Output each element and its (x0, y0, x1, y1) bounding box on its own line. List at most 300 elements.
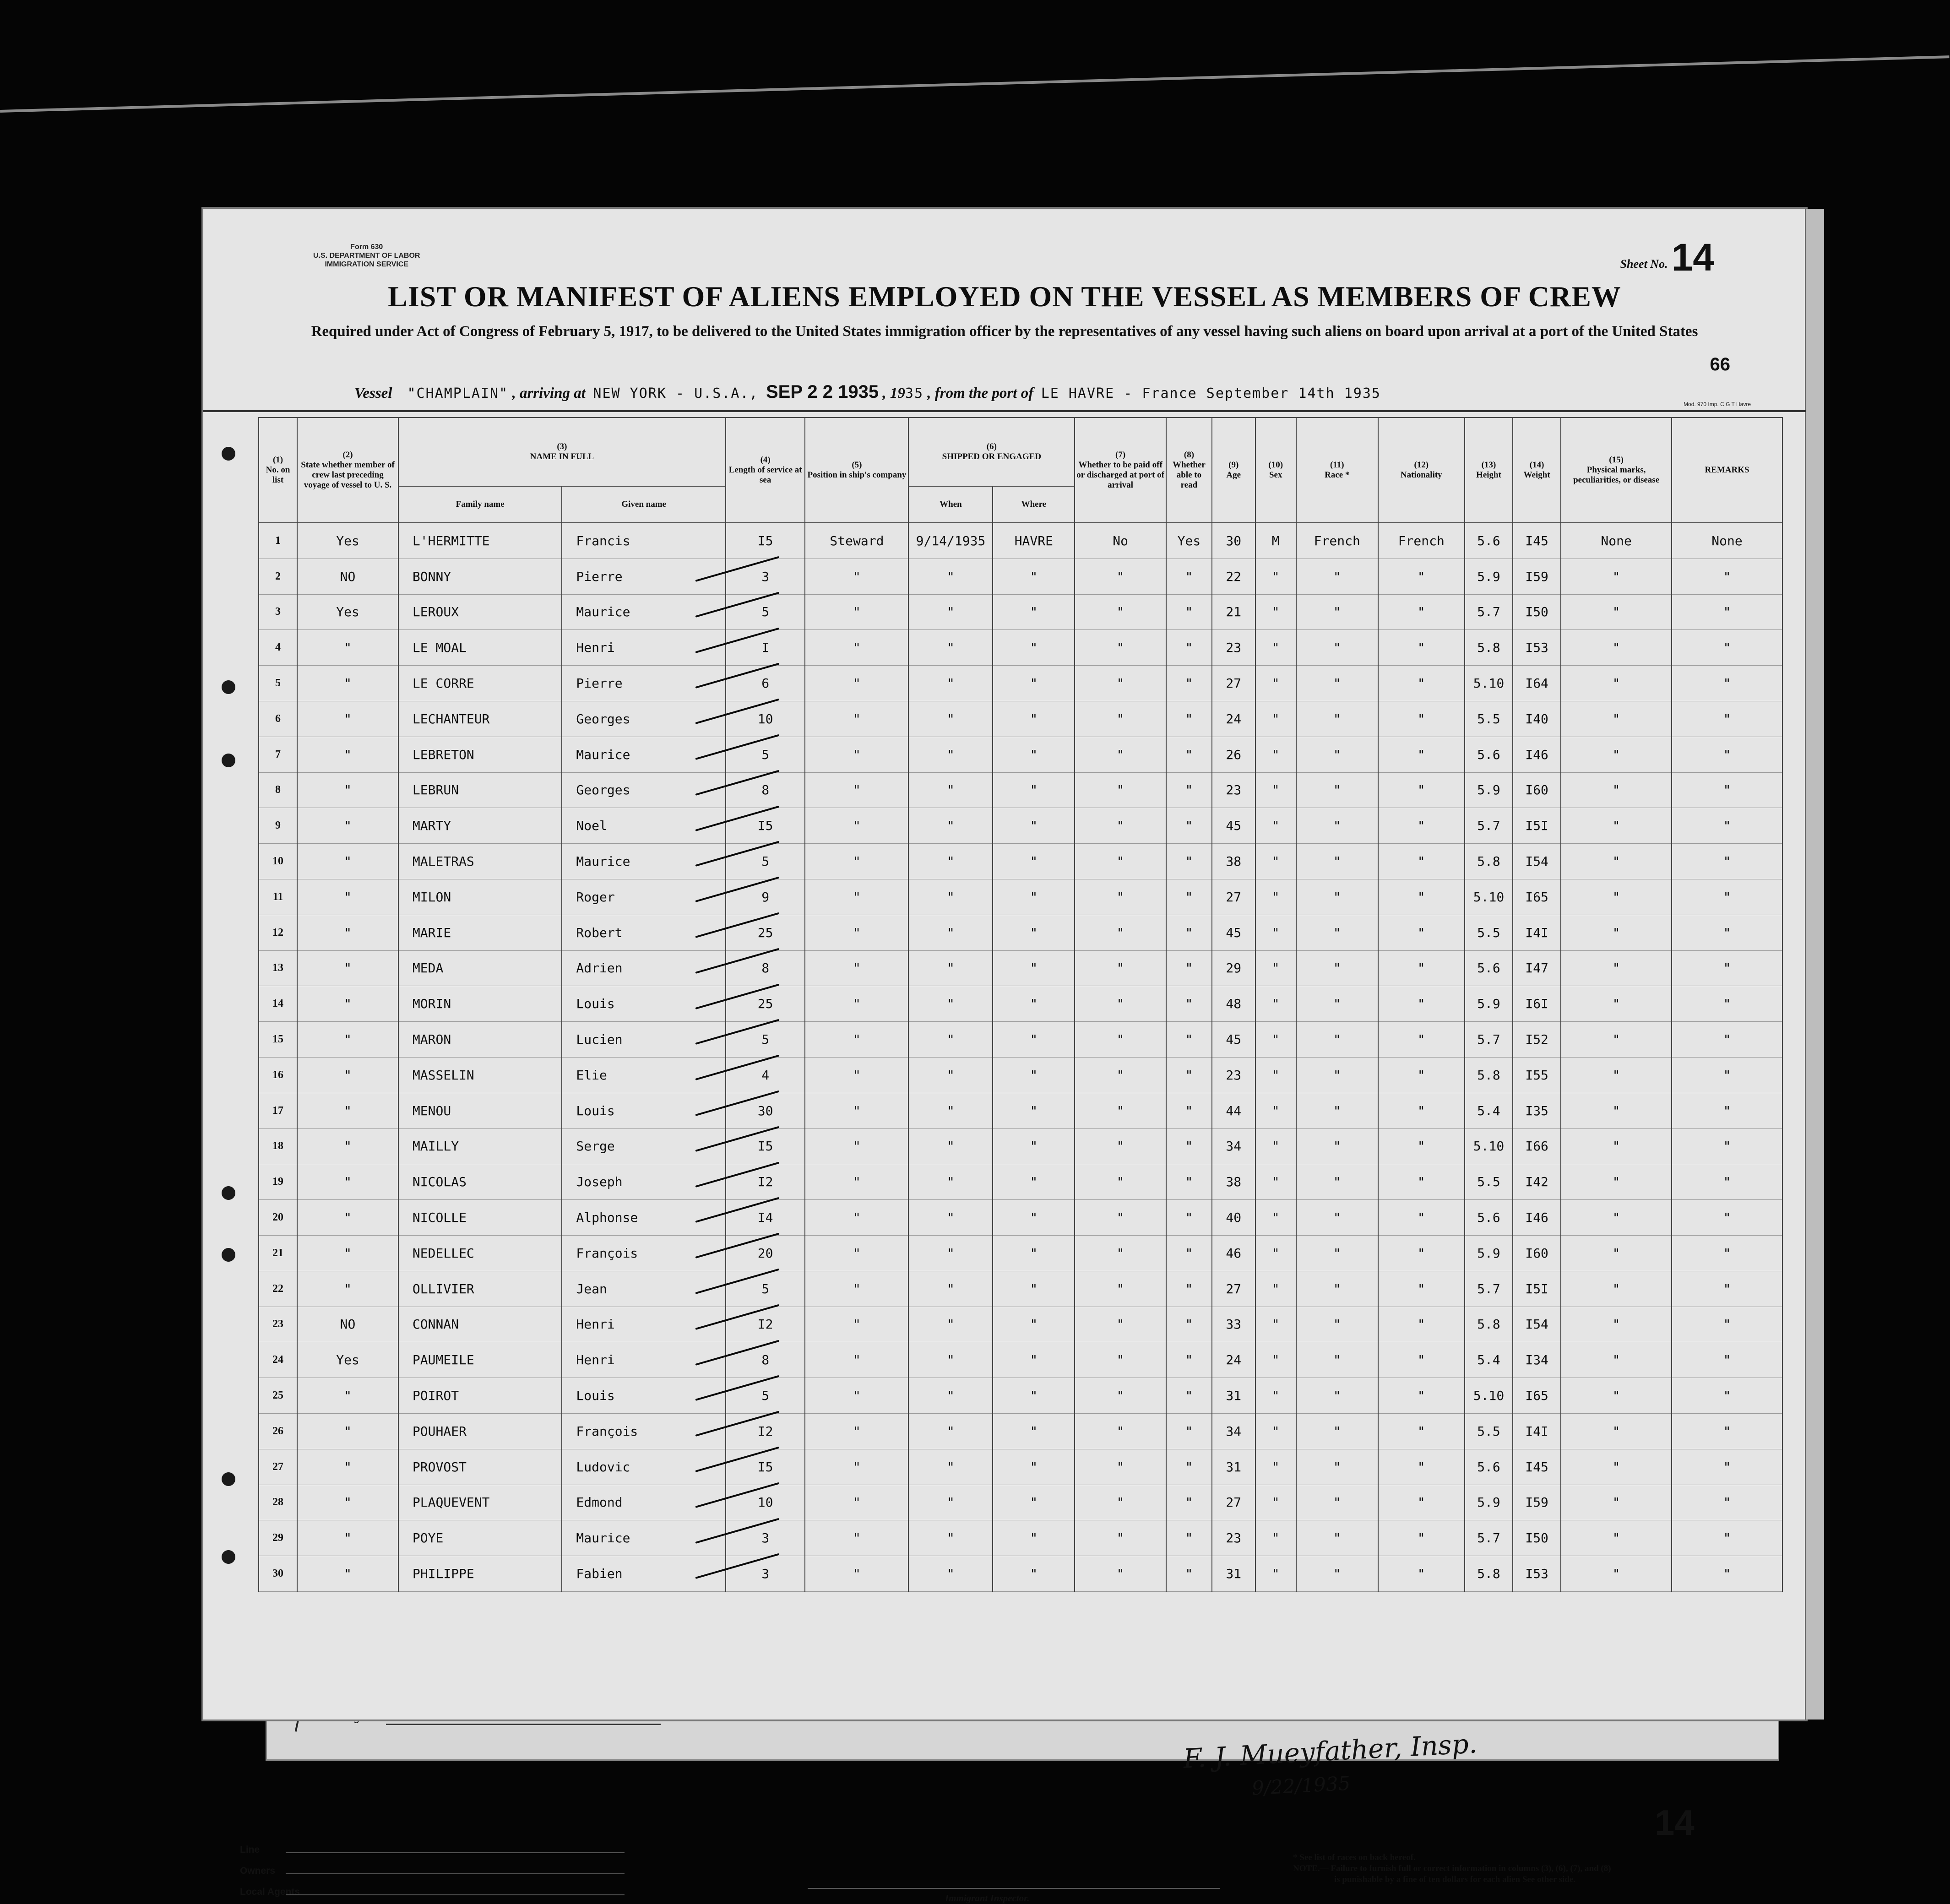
cell-race: " (1296, 559, 1378, 594)
cell-age: 29 (1212, 950, 1255, 986)
cell-where: " (993, 1235, 1075, 1271)
table-row (259, 1342, 1782, 1378)
cell-no: 23 (259, 1307, 297, 1342)
table-row (259, 701, 1782, 737)
cell-given: Edmond (562, 1485, 726, 1520)
cell-nationality: " (1378, 950, 1465, 986)
cell-age: 23 (1212, 772, 1255, 808)
cell-read: " (1166, 1307, 1212, 1342)
cell-weight: I42 (1513, 1164, 1561, 1200)
cell-sex: " (1255, 1307, 1296, 1342)
cell-weight: I50 (1513, 1520, 1561, 1556)
cell-race: " (1296, 630, 1378, 666)
cell-remarks: " (1672, 1485, 1782, 1520)
cell-nationality: " (1378, 1128, 1465, 1164)
cell-age: 27 (1212, 1485, 1255, 1520)
cell-family: MARON (398, 1022, 562, 1058)
table-row (259, 1485, 1782, 1520)
col-physical-marks: (15) Physical marks, peculiarities, or disease (1561, 418, 1672, 523)
cell-where: " (993, 666, 1075, 701)
cell-prev: " (297, 844, 398, 879)
cell-weight: I55 (1513, 1057, 1561, 1093)
cell-prev: Yes (297, 594, 398, 630)
cell-age: 40 (1212, 1200, 1255, 1236)
cell-height: 5.6 (1465, 523, 1513, 559)
cell-nationality: " (1378, 1271, 1465, 1307)
cell-nationality: " (1378, 737, 1465, 772)
cell-remarks: " (1672, 1449, 1782, 1485)
cell-position: " (805, 915, 908, 950)
cell-position: " (805, 986, 908, 1022)
cell-prev: NO (297, 559, 398, 594)
cell-family: NICOLAS (398, 1164, 562, 1200)
cell-height: 5.5 (1465, 701, 1513, 737)
cell-when: " (908, 1413, 993, 1449)
cell-prev: " (297, 1022, 398, 1058)
cell-marks: " (1561, 915, 1672, 950)
table-row (259, 1307, 1782, 1342)
footer-labels (240, 1839, 300, 1903)
cell-position: " (805, 1342, 908, 1378)
cell-read: " (1166, 1485, 1212, 1520)
cell-given: Joseph (562, 1164, 726, 1200)
cell-when: " (908, 630, 993, 666)
cell-weight: I54 (1513, 1307, 1561, 1342)
cell-remarks: " (1672, 950, 1782, 986)
cell-race: " (1296, 1128, 1378, 1164)
cell-height: 5.10 (1465, 666, 1513, 701)
cell-marks: " (1561, 1093, 1672, 1128)
cell-marks: " (1561, 1022, 1672, 1058)
cell-height: 5.9 (1465, 1485, 1513, 1520)
cell-sex: " (1255, 879, 1296, 915)
cell-prev: " (297, 1057, 398, 1093)
header-rule (203, 410, 1806, 412)
cell-race: " (1296, 1449, 1378, 1485)
cell-read: " (1166, 772, 1212, 808)
inspector-line (808, 1888, 1220, 1889)
cell-family: MAILLY (398, 1128, 562, 1164)
cell-given: Fabien (562, 1556, 726, 1592)
cell-position: " (805, 1378, 908, 1414)
cell-paid-off: No (1075, 523, 1166, 559)
cell-where: " (993, 1413, 1075, 1449)
cell-weight: I6I (1513, 986, 1561, 1022)
cell-position: " (805, 808, 908, 844)
col-name: (3) NAME IN FULL (398, 418, 726, 486)
cell-sex: " (1255, 1128, 1296, 1164)
cell-remarks: " (1672, 1520, 1782, 1556)
cell-nationality: " (1378, 915, 1465, 950)
cell-family: POYE (398, 1520, 562, 1556)
cell-where: " (993, 1093, 1075, 1128)
cell-marks: " (1561, 1271, 1672, 1307)
cell-prev: Yes (297, 523, 398, 559)
cell-remarks: " (1672, 1271, 1782, 1307)
cell-remarks: " (1672, 737, 1782, 772)
cell-age: 26 (1212, 737, 1255, 772)
local-agents-line-under (386, 1724, 661, 1725)
cell-no: 1 (259, 523, 297, 559)
table-row (259, 772, 1782, 808)
cell-marks: " (1561, 1307, 1672, 1342)
cell-weight: I47 (1513, 950, 1561, 986)
cell-race: " (1296, 950, 1378, 986)
cell-marks: None (1561, 523, 1672, 559)
cell-prev: " (297, 808, 398, 844)
arriving-label: , arriving at (512, 385, 586, 401)
table-row (259, 1093, 1782, 1128)
table-row (259, 1520, 1782, 1556)
cell-race: " (1296, 808, 1378, 844)
cell-where: " (993, 1128, 1075, 1164)
cell-age: 45 (1212, 808, 1255, 844)
cell-prev: Yes (297, 1342, 398, 1378)
col-where: Where (993, 486, 1075, 523)
cell-weight: I5I (1513, 1271, 1561, 1307)
cell-sex: " (1255, 1271, 1296, 1307)
cell-family: PROVOST (398, 1449, 562, 1485)
cell-position: " (805, 737, 908, 772)
cell-paid-off: " (1075, 1485, 1166, 1520)
cell-given: Elie (562, 1057, 726, 1093)
cell-sex: " (1255, 1378, 1296, 1414)
cell-nationality: " (1378, 630, 1465, 666)
cell-service: I2 (726, 1164, 805, 1200)
cell-family: MEDA (398, 950, 562, 986)
cell-when: " (908, 1093, 993, 1128)
cell-position: " (805, 594, 908, 630)
cell-prev: " (297, 701, 398, 737)
cell-service: I5 (726, 808, 805, 844)
table-row (259, 844, 1782, 879)
cell-prev: " (297, 986, 398, 1022)
cell-age: 31 (1212, 1378, 1255, 1414)
footer-notes (1293, 1852, 1611, 1885)
table-row (259, 559, 1782, 594)
cell-when: " (908, 1520, 993, 1556)
cell-when: " (908, 701, 993, 737)
cell-age: 45 (1212, 1022, 1255, 1058)
cell-nationality: " (1378, 666, 1465, 701)
cell-service: 5 (726, 844, 805, 879)
cell-height: 5.7 (1465, 594, 1513, 630)
cell-given: Georges (562, 772, 726, 808)
cell-age: 27 (1212, 1271, 1255, 1307)
cell-when: " (908, 950, 993, 986)
cell-given: Lucien (562, 1022, 726, 1058)
cell-height: 5.6 (1465, 950, 1513, 986)
cell-height: 5.5 (1465, 915, 1513, 950)
cell-position: " (805, 1449, 908, 1485)
punch-hole (222, 1472, 235, 1486)
cell-marks: " (1561, 986, 1672, 1022)
cell-race: " (1296, 915, 1378, 950)
cell-nationality: " (1378, 701, 1465, 737)
col-read: (8) Whether able to read (1166, 418, 1212, 523)
cell-position: " (805, 1520, 908, 1556)
cell-service: 10 (726, 701, 805, 737)
cell-marks: " (1561, 737, 1672, 772)
cell-read: " (1166, 1413, 1212, 1449)
cell-position: " (805, 1556, 908, 1592)
cell-family: LEBRETON (398, 737, 562, 772)
cell-weight: I4I (1513, 915, 1561, 950)
cell-when: " (908, 986, 993, 1022)
cell-height: 5.6 (1465, 1449, 1513, 1485)
cell-service: 25 (726, 986, 805, 1022)
cell-nationality: " (1378, 808, 1465, 844)
cell-nationality: " (1378, 594, 1465, 630)
cell-service: 8 (726, 950, 805, 986)
cell-age: 23 (1212, 630, 1255, 666)
cell-race: " (1296, 1307, 1378, 1342)
cell-weight: I4I (1513, 1413, 1561, 1449)
cell-read: " (1166, 1022, 1212, 1058)
cell-when: " (908, 1449, 993, 1485)
cell-family: MALETRAS (398, 844, 562, 879)
cell-nationality: " (1378, 1413, 1465, 1449)
cell-nationality: " (1378, 1485, 1465, 1520)
cell-nationality: " (1378, 1093, 1465, 1128)
cell-marks: " (1561, 1128, 1672, 1164)
cell-age: 48 (1212, 986, 1255, 1022)
cell-given: Adrien (562, 950, 726, 986)
cell-read: " (1166, 1057, 1212, 1093)
punch-hole (222, 447, 235, 461)
cell-sex: " (1255, 1520, 1296, 1556)
cell-height: 5.7 (1465, 808, 1513, 844)
table-row (259, 1449, 1782, 1485)
cell-paid-off: " (1075, 701, 1166, 737)
cell-prev: " (297, 1128, 398, 1164)
cell-marks: " (1561, 1235, 1672, 1271)
table-row (259, 594, 1782, 630)
cell-when: 9/14/1935 (908, 523, 993, 559)
cell-no: 12 (259, 915, 297, 950)
cell-family: LEBRUN (398, 772, 562, 808)
table-row (259, 630, 1782, 666)
cell-where: " (993, 1556, 1075, 1592)
cell-read: " (1166, 1164, 1212, 1200)
form-number: Form 630 U.S. DEPARTMENT OF LABOR IMMIGRATION SERVICE (313, 243, 420, 268)
cell-race: " (1296, 1378, 1378, 1414)
cell-nationality: " (1378, 772, 1465, 808)
cell-marks: " (1561, 666, 1672, 701)
cell-where: " (993, 559, 1075, 594)
cell-position: " (805, 950, 908, 986)
cell-position: " (805, 559, 908, 594)
cell-race: " (1296, 879, 1378, 915)
cell-position: " (805, 1413, 908, 1449)
cell-sex: " (1255, 559, 1296, 594)
cell-marks: " (1561, 1378, 1672, 1414)
cell-no: 7 (259, 737, 297, 772)
cell-given: Louis (562, 1093, 726, 1128)
cell-sex: " (1255, 915, 1296, 950)
cell-where: " (993, 594, 1075, 630)
cell-family: NEDELLEC (398, 1235, 562, 1271)
note-fine-cont: is punishable by a fine of ten dollars for each alien See other side. (1334, 1875, 1576, 1884)
cell-age: 23 (1212, 1057, 1255, 1093)
cell-paid-off: " (1075, 844, 1166, 879)
cell-prev: " (297, 1271, 398, 1307)
punch-hole (222, 1248, 235, 1262)
cell-paid-off: " (1075, 1057, 1166, 1093)
cell-sex: " (1255, 1449, 1296, 1485)
cell-remarks: " (1672, 1556, 1782, 1592)
cell-height: 5.10 (1465, 1378, 1513, 1414)
cell-family: MILON (398, 879, 562, 915)
col-race: (11) Race * (1296, 418, 1378, 523)
cell-no: 25 (259, 1378, 297, 1414)
cell-family: MARTY (398, 808, 562, 844)
table-row (259, 1164, 1782, 1200)
cell-given: Pierre (562, 559, 726, 594)
cell-height: 5.5 (1465, 1164, 1513, 1200)
cell-nationality: " (1378, 1378, 1465, 1414)
table-row (259, 879, 1782, 915)
cell-service: I2 (726, 1307, 805, 1342)
cell-nationality: " (1378, 1235, 1465, 1271)
cell-position: " (805, 1235, 908, 1271)
cell-read: " (1166, 915, 1212, 950)
cell-family: MORIN (398, 986, 562, 1022)
cell-family: LE CORRE (398, 666, 562, 701)
table-row (259, 1057, 1782, 1093)
cell-marks: " (1561, 701, 1672, 737)
cell-given: Robert (562, 915, 726, 950)
cell-family: LECHANTEUR (398, 701, 562, 737)
sheet-label: Sheet No. (1620, 257, 1668, 271)
cell-nationality: " (1378, 844, 1465, 879)
manifest-page (201, 207, 1808, 1904)
cell-height: 5.8 (1465, 1556, 1513, 1592)
cell-sex: " (1255, 1235, 1296, 1271)
cell-no: 10 (259, 844, 297, 879)
cell-race: " (1296, 701, 1378, 737)
cell-when: " (908, 594, 993, 630)
cell-nationality: " (1378, 559, 1465, 594)
cell-marks: " (1561, 559, 1672, 594)
cell-where: " (993, 737, 1075, 772)
cell-weight: I52 (1513, 1022, 1561, 1058)
cell-nationality: " (1378, 1164, 1465, 1200)
col-position: (5) Position in ship's company (805, 418, 908, 523)
cell-weight: I46 (1513, 737, 1561, 772)
cell-service: I2 (726, 1413, 805, 1449)
cell-no: 24 (259, 1342, 297, 1378)
cell-service: 8 (726, 772, 805, 808)
cell-read: Yes (1166, 523, 1212, 559)
cell-where: " (993, 1485, 1075, 1520)
cell-age: 44 (1212, 1093, 1255, 1128)
cell-race: " (1296, 666, 1378, 701)
cell-height: 5.8 (1465, 1307, 1513, 1342)
year-prefix: , 19 (882, 385, 905, 401)
cell-age: 24 (1212, 701, 1255, 737)
cell-race: " (1296, 1271, 1378, 1307)
cell-marks: " (1561, 1449, 1672, 1485)
cell-marks: " (1561, 1342, 1672, 1378)
table-row (259, 1200, 1782, 1236)
cell-position: " (805, 1057, 908, 1093)
cell-remarks: " (1672, 1057, 1782, 1093)
cell-given: Maurice (562, 844, 726, 879)
cell-race: " (1296, 1413, 1378, 1449)
cell-position: " (805, 844, 908, 879)
cell-nationality: " (1378, 1057, 1465, 1093)
background-line (0, 55, 1950, 113)
cell-given: Jean (562, 1271, 726, 1307)
col-no: (1) No. on list (259, 418, 297, 523)
cell-family: MENOU (398, 1093, 562, 1128)
cell-given: Georges (562, 701, 726, 737)
cell-prev: NO (297, 1307, 398, 1342)
cell-paid-off: " (1075, 1164, 1166, 1200)
cell-prev: " (297, 1164, 398, 1200)
cell-given: Pierre (562, 666, 726, 701)
table-row (259, 986, 1782, 1022)
cell-where: " (993, 1342, 1075, 1378)
cell-prev: " (297, 1520, 398, 1556)
cell-race: " (1296, 1057, 1378, 1093)
cell-remarks: " (1672, 630, 1782, 666)
cell-no: 2 (259, 559, 297, 594)
cell-when: " (908, 666, 993, 701)
cell-given: François (562, 1235, 726, 1271)
cell-when: " (908, 737, 993, 772)
cell-given: Henri (562, 1307, 726, 1342)
cell-read: " (1166, 1093, 1212, 1128)
cell-position: " (805, 1093, 908, 1128)
cell-sex: " (1255, 630, 1296, 666)
cell-weight: I50 (1513, 594, 1561, 630)
cell-no: 16 (259, 1057, 297, 1093)
cell-weight: I40 (1513, 701, 1561, 737)
cell-position: " (805, 1164, 908, 1200)
cell-where: " (993, 772, 1075, 808)
cell-paid-off: " (1075, 737, 1166, 772)
cell-read: " (1166, 1342, 1212, 1378)
cell-weight: I35 (1513, 1093, 1561, 1128)
cell-paid-off: " (1075, 1235, 1166, 1271)
cell-height: 5.6 (1465, 737, 1513, 772)
cell-age: 24 (1212, 1342, 1255, 1378)
cell-given: Maurice (562, 1520, 726, 1556)
cell-weight: I60 (1513, 772, 1561, 808)
cell-where: HAVRE (993, 523, 1075, 559)
cell-position: " (805, 630, 908, 666)
cell-height: 5.10 (1465, 1128, 1513, 1164)
cell-race: " (1296, 772, 1378, 808)
mod-note: Mod. 970 Imp. C G T Havre (1684, 401, 1751, 407)
cell-service: 5 (726, 1022, 805, 1058)
page-number: 66 (1710, 354, 1730, 374)
cell-remarks: " (1672, 1164, 1782, 1200)
cell-weight: I45 (1513, 523, 1561, 559)
cell-weight: I46 (1513, 1200, 1561, 1236)
cell-weight: I65 (1513, 879, 1561, 915)
cell-paid-off: " (1075, 1378, 1166, 1414)
cell-read: " (1166, 594, 1212, 630)
cell-read: " (1166, 1200, 1212, 1236)
cell-weight: I5I (1513, 808, 1561, 844)
cell-service: 6 (726, 666, 805, 701)
cell-no: 28 (259, 1485, 297, 1520)
cell-service: 9 (726, 879, 805, 915)
cell-remarks: " (1672, 808, 1782, 844)
